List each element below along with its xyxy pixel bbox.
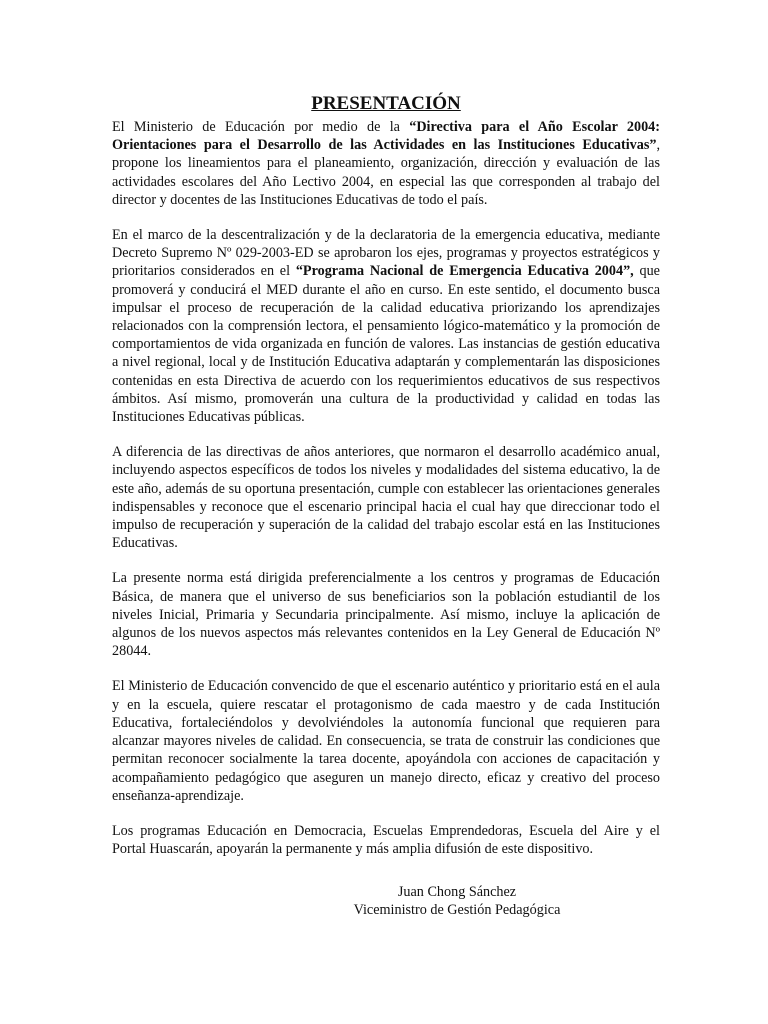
- paragraph-5: El Ministerio de Educación convencido de que el escenario auténtico y prioritario está en el aula y en la escuela, quiere rescatar el protagonismo de cada maestro y de cada Institución Educativa, fortaleciéndolos y devolviéndoles la autonomía funcional que requieren para alcanzar mayores niveles de calidad. En consecuencia, se trata de construir las condiciones que permitan reconocer socialmente la tarea docente, apoyándola con acciones de capacitación y acompañamiento pedagógico que aseguren un manejo directo, eficaz y creativo del proceso enseñanza-aprendizaje.: [112, 678, 660, 804]
- paragraph-3: A diferencia de las directivas de años anteriores, que normaron el desarrollo académico anual, incluyendo aspectos específicos de todos los niveles y modalidades del sistema educativo, la de este año, además de su oportuna presentación, cumple con establecer las orientaciones generales indispensables y reconoce que el escenario principal hacia el cual hay que direccionar todo el impulso de recuperación y superación de la calidad del trabajo escolar está en las Instituciones Educativas.: [112, 444, 660, 552]
- signature-block: [112, 883, 660, 919]
- paragraph-2-body: que promoverá y conducirá el MED durante el año en curso. En este sentido, el documento busca impulsar el proceso de recuperación de la calidad educativa priorizando los aprendizajes relacionados con la comprensión lectora, el pensamiento lógico-matemático y la promoción de comportamientos de vida organizada en función de valores. Las instancias de gestión educativa a nivel regional, local y de Institución Educativa adaptarán y complementarán las disposiciones contenidas en esta Directiva de acuerdo con los requerimientos educativos de sus respectivos ámbitos. Así mismo, promoverán una cultura de la productividad y calidad en todas las Instituciones Educativas públicas.: [112, 263, 660, 426]
- paragraph-2-program-title: “Programa Nacional de Emergencia Educativa 2004”,: [295, 263, 634, 280]
- paragraph-4: La presente norma está dirigida preferencialmente a los centros y programas de Educación Básica, de manera que el universo de sus beneficiarios son la población estudiantil de los niveles Inicial, Primaria y Secundaria principalmente. Así mismo, incluye la aplicación de algunos de los nuevos aspectos más relevantes contenidos en la Ley General de Educación Nº 28044.: [112, 570, 660, 660]
- page-title: PRESENTACIÓN: [311, 93, 461, 114]
- paragraph-2-intro: En el marco de la descentralización y de la declaratoria de la emergencia educativa, mediante Decreto Supremo Nº 029-2003-ED se aprobaron los ejes, programas y proyectos estratégicos y prioritarios considerados en el: [112, 227, 660, 280]
- signature-role: Viceministro de Gestión Pedagógica: [353, 902, 561, 919]
- paragraph-1-intro: El Ministerio de Educación por medio de la: [112, 119, 410, 135]
- paragraph-2: [112, 226, 660, 426]
- paragraph-1-directive-title: “Directiva para el Año Escolar 2004: Orientaciones para el Desarrollo de las Actividades en las Instituciones Educativas”: [112, 119, 660, 154]
- document-page: [112, 93, 660, 919]
- paragraph-6: Los programas Educación en Democracia, Escuelas Emprendedoras, Escuela del Aire y el Portal Huascarán, apoyarán la permanente y más amplia difusión de este dispositivo.: [112, 822, 660, 858]
- signature-name: Juan Chong Sánchez: [397, 884, 517, 900]
- paragraph-1-body: , propone los lineamientos para el planeamiento, organización, dirección y evaluación de las actividades escolares del Año Lectivo 2004, en especial las que corresponden al trabajo del director y docentes de las Instituciones Educativas de todo el país.: [112, 137, 660, 208]
- paragraph-1: [112, 118, 660, 209]
